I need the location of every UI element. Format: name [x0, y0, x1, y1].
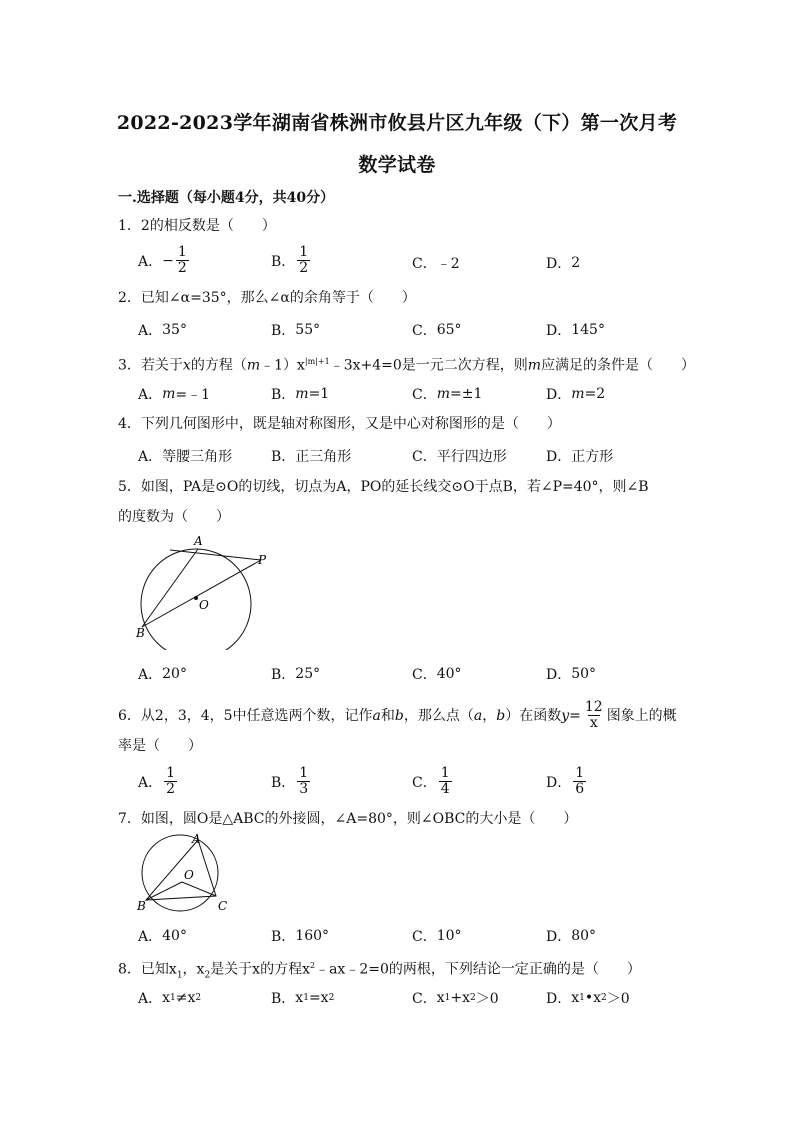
option-b: B． $\frac{1}{3}$ [271, 765, 309, 797]
label-a: A [194, 534, 203, 548]
question-5-stem-line2: 的度数为（ ） [118, 509, 230, 525]
question-3-options [0, 384, 794, 418]
label-b: B [137, 899, 146, 913]
label-b: B [136, 626, 145, 640]
question-5-stem-line1: 5．如图，PA是⊙O的切线，切点为A，PO的延长线交⊙O于点B，若∠P=40°，则∠B [118, 479, 649, 495]
question-4-options [0, 446, 794, 480]
option-c: C． m =±1 [412, 386, 483, 403]
question-5-options [0, 664, 794, 698]
segment-oc [182, 882, 216, 896]
option-b: B． m =1 [271, 386, 330, 403]
question-4-stem: 4．下列几何图形中，既是轴对称图形，又是中心对称图形的是（ ） [118, 416, 561, 432]
option-d: D． 50° [546, 666, 597, 683]
chord-ab [142, 549, 198, 627]
question-1-options [0, 245, 794, 279]
question-6-stem-line1: 6．从2，3，4，5中任意选两个数，记作 a 和 b ，那么点（ a ， b ）在函数 y = $\frac{12}{x}$ 图象上的概 [118, 699, 677, 731]
option-d: D． 145° [546, 322, 605, 339]
option-c: C． ﹣2 [412, 256, 460, 272]
option-a: A． 等腰三角形 [138, 449, 233, 465]
question-8-options [0, 988, 794, 1022]
fraction: $\frac{1}{2}$ [177, 244, 187, 276]
fraction: $\frac{1}{3}$ [299, 765, 309, 797]
question-7-options [0, 926, 794, 960]
question-2-options [0, 320, 794, 354]
segment-ob [146, 882, 182, 900]
option-a: A． 20° [138, 666, 187, 683]
option-c: C． x 1 +x 2 ＞0 [412, 990, 499, 1007]
option-d: D． $\frac{1}{6}$ [546, 765, 585, 797]
triangle-abc [146, 840, 216, 900]
option-d: D． 80° [546, 928, 597, 945]
question-7-stem: 7．如图，圆O是△ABC的外接圆，∠A=80°，则∠OBC的大小是（ ） [118, 811, 578, 827]
option-b: B． $\frac{1}{2}$ [271, 244, 309, 276]
center-point-o [194, 596, 198, 600]
fraction-12-over-x: $\frac{12}{x}$ [584, 699, 603, 731]
question-1-stem: 1．2的相反数是（ ） [118, 218, 276, 234]
option-d: D． 2 [546, 255, 581, 272]
label-a: A [192, 832, 201, 846]
fraction: $\frac{1}{2}$ [299, 244, 309, 276]
option-b: B． 55° [271, 322, 321, 339]
question-8-stem: 8．已知$x_1$，$x_2$是关于x的方程$x^2﹣ax﹣2=0$的两根，下列结论一定正确的是（ ） [118, 961, 641, 981]
option-a: A． $\frac{1}{2}$ [138, 765, 176, 797]
option-b: B． 160° [271, 928, 330, 945]
option-b: B． 正三角形 [271, 449, 352, 465]
figure-circumcircle [132, 832, 237, 914]
label-o: O [199, 598, 209, 612]
fraction: $\frac{1}{4}$ [440, 765, 450, 797]
option-a: A． m =﹣1 [138, 386, 211, 403]
option-c: C． 65° [412, 322, 462, 339]
question-6-options [0, 766, 794, 800]
option-c: C． 10° [412, 928, 462, 945]
option-a: A． x 1 ≠x 2 [138, 990, 202, 1007]
option-b: B． x 1 =x 2 [271, 990, 335, 1007]
option-a: A． 40° [138, 928, 187, 945]
option-b: B． 25° [271, 666, 321, 683]
label-c: C [218, 899, 228, 913]
option-c: C． 平行四边形 [412, 449, 507, 465]
fraction: $\frac{1}{6}$ [575, 765, 585, 797]
question-6-stem-line2: 率是（ ） [118, 738, 202, 754]
label-o: O [184, 868, 194, 882]
figure-tangent-circle [128, 532, 288, 650]
option-d: D． 正方形 [546, 449, 614, 465]
exam-title-line2: 数学试卷 [358, 154, 436, 176]
question-2-stem: 2．已知∠α=35°，那么∠α的余角等于（ ） [118, 290, 416, 306]
line-bp [142, 560, 261, 627]
option-d: D． m =2 [546, 386, 606, 403]
label-p: P [258, 553, 267, 567]
section-heading: 一.选择题（每小题4分，共40分） [118, 190, 335, 206]
tangent-line-pa [170, 550, 261, 560]
exam-title-line1: 2022-2023学年湖南省株洲市攸县片区九年级（下）第一次月考 [116, 112, 678, 134]
option-a: A． 35° [138, 322, 187, 339]
option-a: A． − $\frac{1}{2}$ [138, 244, 187, 276]
question-3-stem: 3．若关于x的方程$(m﹣1)x^{|m|+1}﹣3x+4=0$是一元二次方程，则m应满足的条件是（ ） [118, 357, 696, 374]
option-d: D． x 1 •x 2 ＞0 [546, 990, 630, 1007]
fraction: $\frac{1}{2}$ [166, 765, 176, 797]
option-c: C． 40° [412, 666, 462, 683]
option-c: C． $\frac{1}{4}$ [412, 765, 450, 797]
